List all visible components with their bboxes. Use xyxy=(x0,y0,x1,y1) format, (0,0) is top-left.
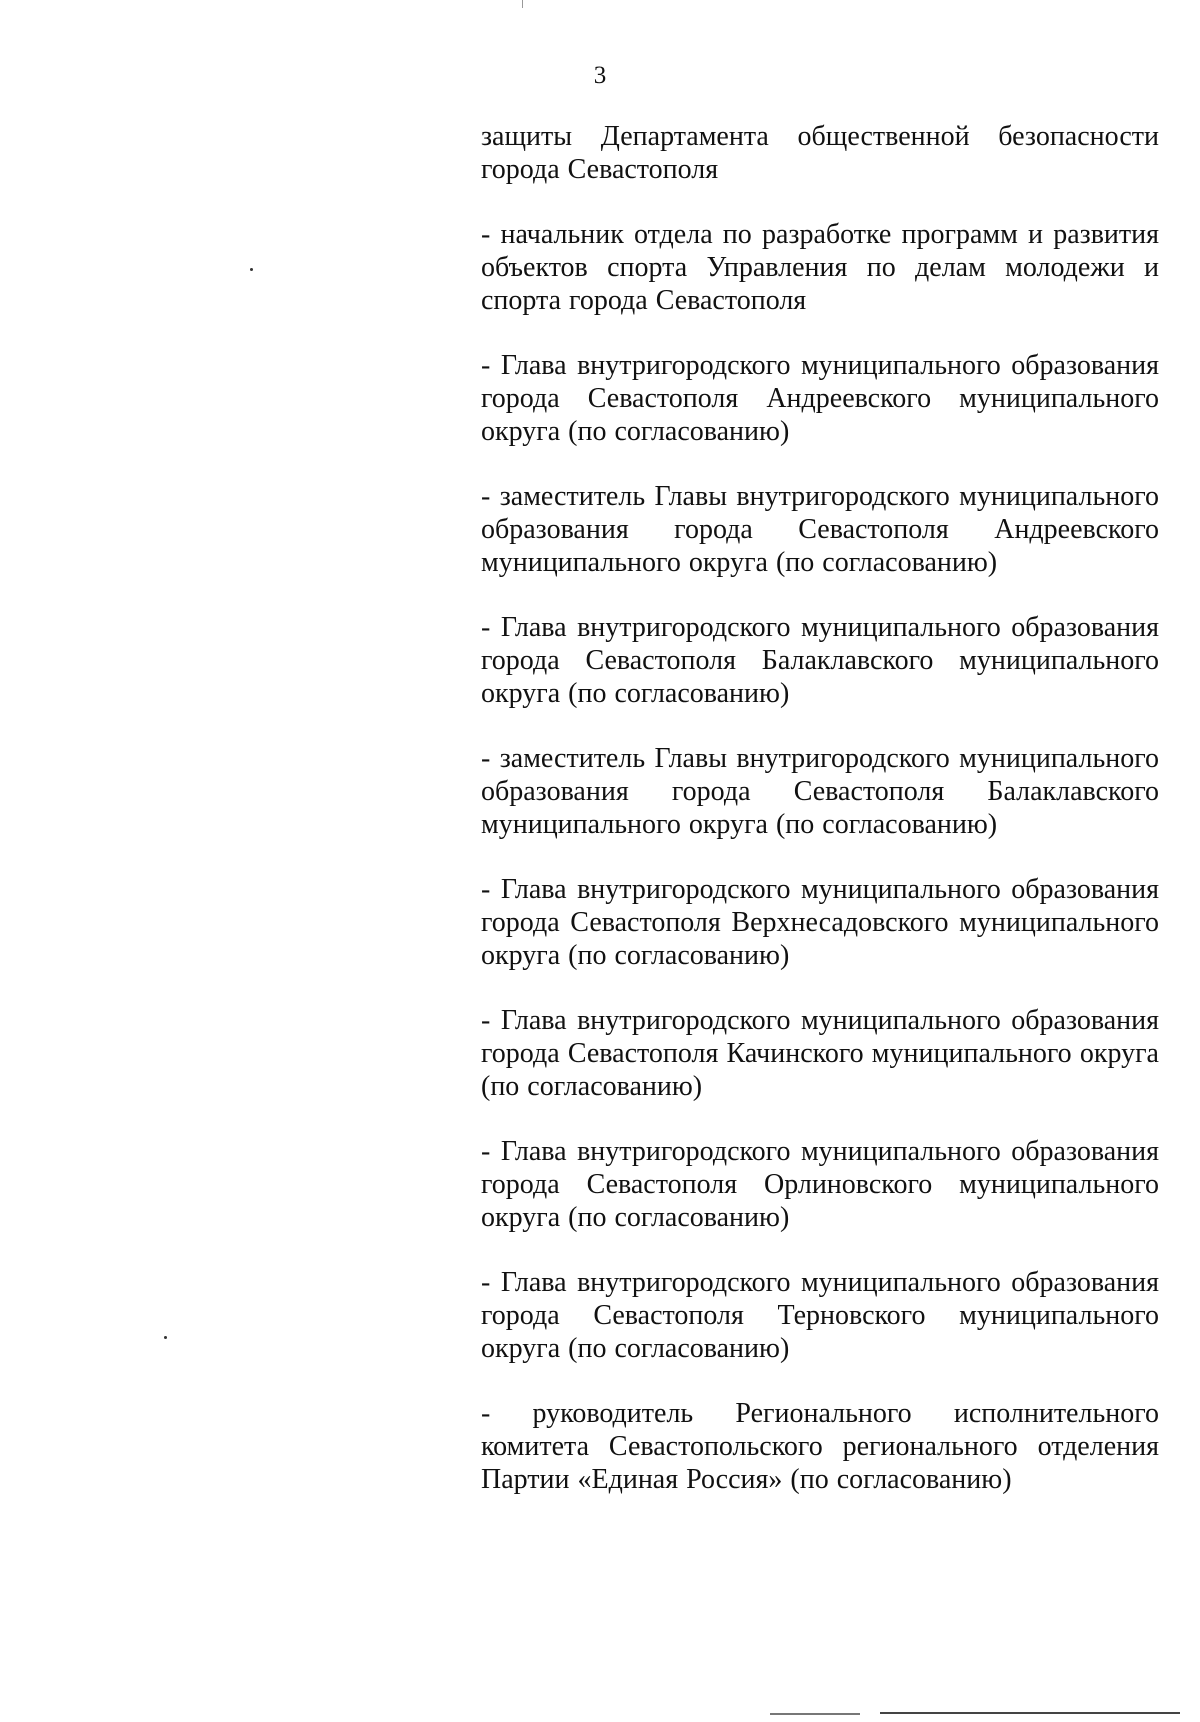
list-item: - Глава внутригородского муниципального образования города Севастополя Андреевского муниципального округа (по согласованию) xyxy=(481,350,1159,447)
list-item: - Глава внутригородского муниципального образования города Севастополя Орлиновского муниципального округа (по согласованию) xyxy=(481,1136,1159,1233)
list-item: защиты Департамента общественной безопасности города Севастополя xyxy=(481,121,1159,185)
scan-speck xyxy=(164,1336,167,1339)
page-number: 3 xyxy=(593,62,607,89)
list-item: - Глава внутригородского муниципального образования города Севастополя Балаклавского муниципального округа (по согласованию) xyxy=(481,612,1159,709)
list-item: - заместитель Главы внутригородского муниципального образования города Севастополя Андреевского муниципального округа (по согласованию) xyxy=(481,481,1159,578)
list-item: - начальник отдела по разработке программ и развития объектов спорта Управления по делам молодежи и спорта города Севастополя xyxy=(481,219,1159,316)
scan-artifact-bottom xyxy=(770,1713,860,1715)
scan-artifact-top xyxy=(522,0,523,8)
scan-artifact-bottom xyxy=(880,1712,1180,1714)
scan-speck xyxy=(250,268,253,271)
member-list xyxy=(481,120,1159,1496)
list-item: - Глава внутригородского муниципального образования города Севастополя Верхнесадовского муниципального округа (по согласованию) xyxy=(481,874,1159,971)
list-item: - руководитель Регионального исполнительного комитета Севастопольского регионального отделения Партии «Единая Россия» (по согласованию) xyxy=(481,1398,1159,1495)
list-item: - заместитель Главы внутригородского муниципального образования города Севастополя Балаклавского муниципального округа (по согласованию) xyxy=(481,743,1159,840)
list-item: - Глава внутригородского муниципального образования города Севастополя Качинского муниципального округа (по согласованию) xyxy=(481,1005,1159,1102)
list-item: - Глава внутригородского муниципального образования города Севастополя Терновского муниципального округа (по согласованию) xyxy=(481,1267,1159,1364)
